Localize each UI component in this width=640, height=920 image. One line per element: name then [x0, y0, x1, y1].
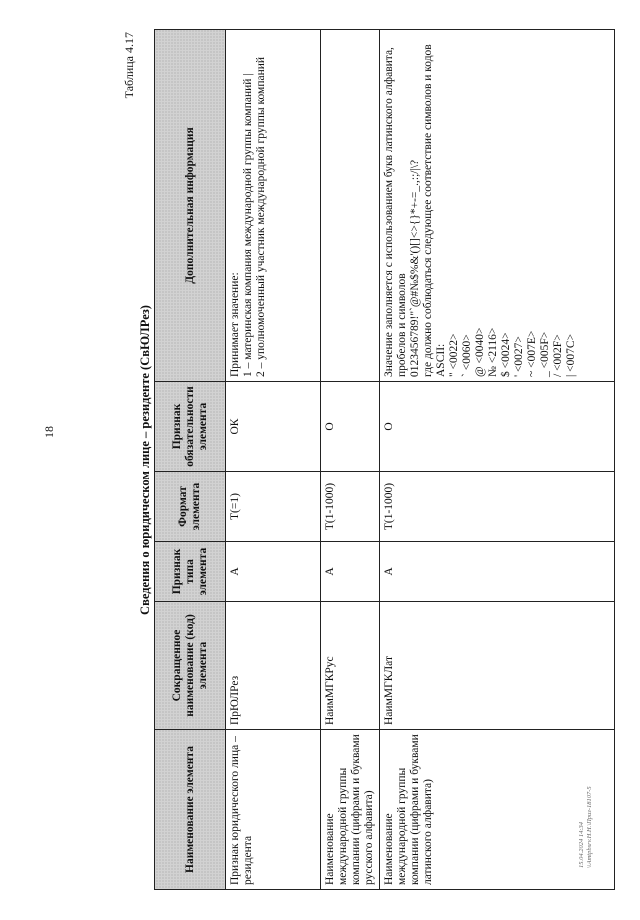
- table-caption: Сведения о юридическом лице – резиденте (СвЮЛРез): [138, 305, 152, 615]
- header-additional-info: Дополнительная информация: [155, 30, 226, 382]
- table-header-row: [155, 30, 226, 890]
- cell-code: НаимМГКЛат: [380, 602, 615, 730]
- ascii-code-item: ' <0027>: [513, 336, 525, 377]
- ascii-code-item: № <2116>: [487, 327, 499, 377]
- cell-type: А: [321, 542, 380, 602]
- header-element-code: Сокращенное наименование (код) элемента: [155, 602, 226, 730]
- ascii-code-item: $ <0024>: [500, 332, 512, 377]
- cell-format: T(1-1000): [321, 472, 380, 542]
- table-row: [380, 30, 615, 890]
- cell-info: Принимает значение: 1 – материнская компания международной группы компаний | 2 – уполномоченный участник международной группы компаний: [226, 30, 321, 382]
- elements-table: [154, 29, 615, 890]
- cell-info: [380, 30, 615, 382]
- table-row: [321, 30, 380, 890]
- ascii-code-item: @ <0040>: [474, 327, 486, 377]
- cell-name: Наименование международной группы компании (цифрами и буквами латинского алфавита): [380, 730, 615, 890]
- header-element-type: Признак типа элемента: [155, 542, 226, 602]
- cell-info: [321, 30, 380, 382]
- cell-required: О: [321, 382, 380, 472]
- cell-code: НаимМГКРус: [321, 602, 380, 730]
- footer-path: \\Amtpbsrv.H.H.\Приз-18107-5: [586, 786, 593, 868]
- footer-date: 15.04.2024 14:34: [578, 821, 585, 868]
- header-element-name: Наименование элемента: [155, 730, 226, 890]
- ascii-code-item: / <002F>: [552, 334, 564, 377]
- rotated-table-block: [122, 30, 622, 890]
- ascii-code-item: " <0022>: [448, 333, 460, 377]
- header-element-format: Формат элемента: [155, 472, 226, 542]
- ascii-code-item: _ <005F>: [539, 331, 551, 377]
- ascii-code-item: | <007C>: [565, 333, 577, 377]
- cell-required: ОК: [226, 382, 321, 472]
- cell-name: Наименование международной группы компании (цифрами и буквами русского алфавита): [321, 730, 380, 890]
- ascii-code-item: ~ <007E>: [526, 330, 538, 377]
- cell-type: А: [380, 542, 615, 602]
- cell-format: T(1-1000): [380, 472, 615, 542]
- header-element-required: Признак обязательности элемента: [155, 382, 226, 472]
- page-number: 18: [42, 426, 56, 438]
- ascii-code-item: ` <0060>: [461, 334, 473, 377]
- table-label: Таблица 4.17: [122, 32, 136, 99]
- cell-required: О: [380, 382, 615, 472]
- cell-type: А: [226, 542, 321, 602]
- cell-format: T(=1): [226, 472, 321, 542]
- cell-code: ПрЮЛРез: [226, 602, 321, 730]
- info-text: Значение заполняется с использованием букв латинского алфавита, пробелов и символов 0123456789!"`@#№$%&'()[]<>{}*+-=_.,:;/|\? где должно соблюдаться следующее соответствие символов и кодов ASCII:: [383, 44, 447, 377]
- table-row: [226, 30, 321, 890]
- cell-name: Признак юридического лица – резидента: [226, 730, 321, 890]
